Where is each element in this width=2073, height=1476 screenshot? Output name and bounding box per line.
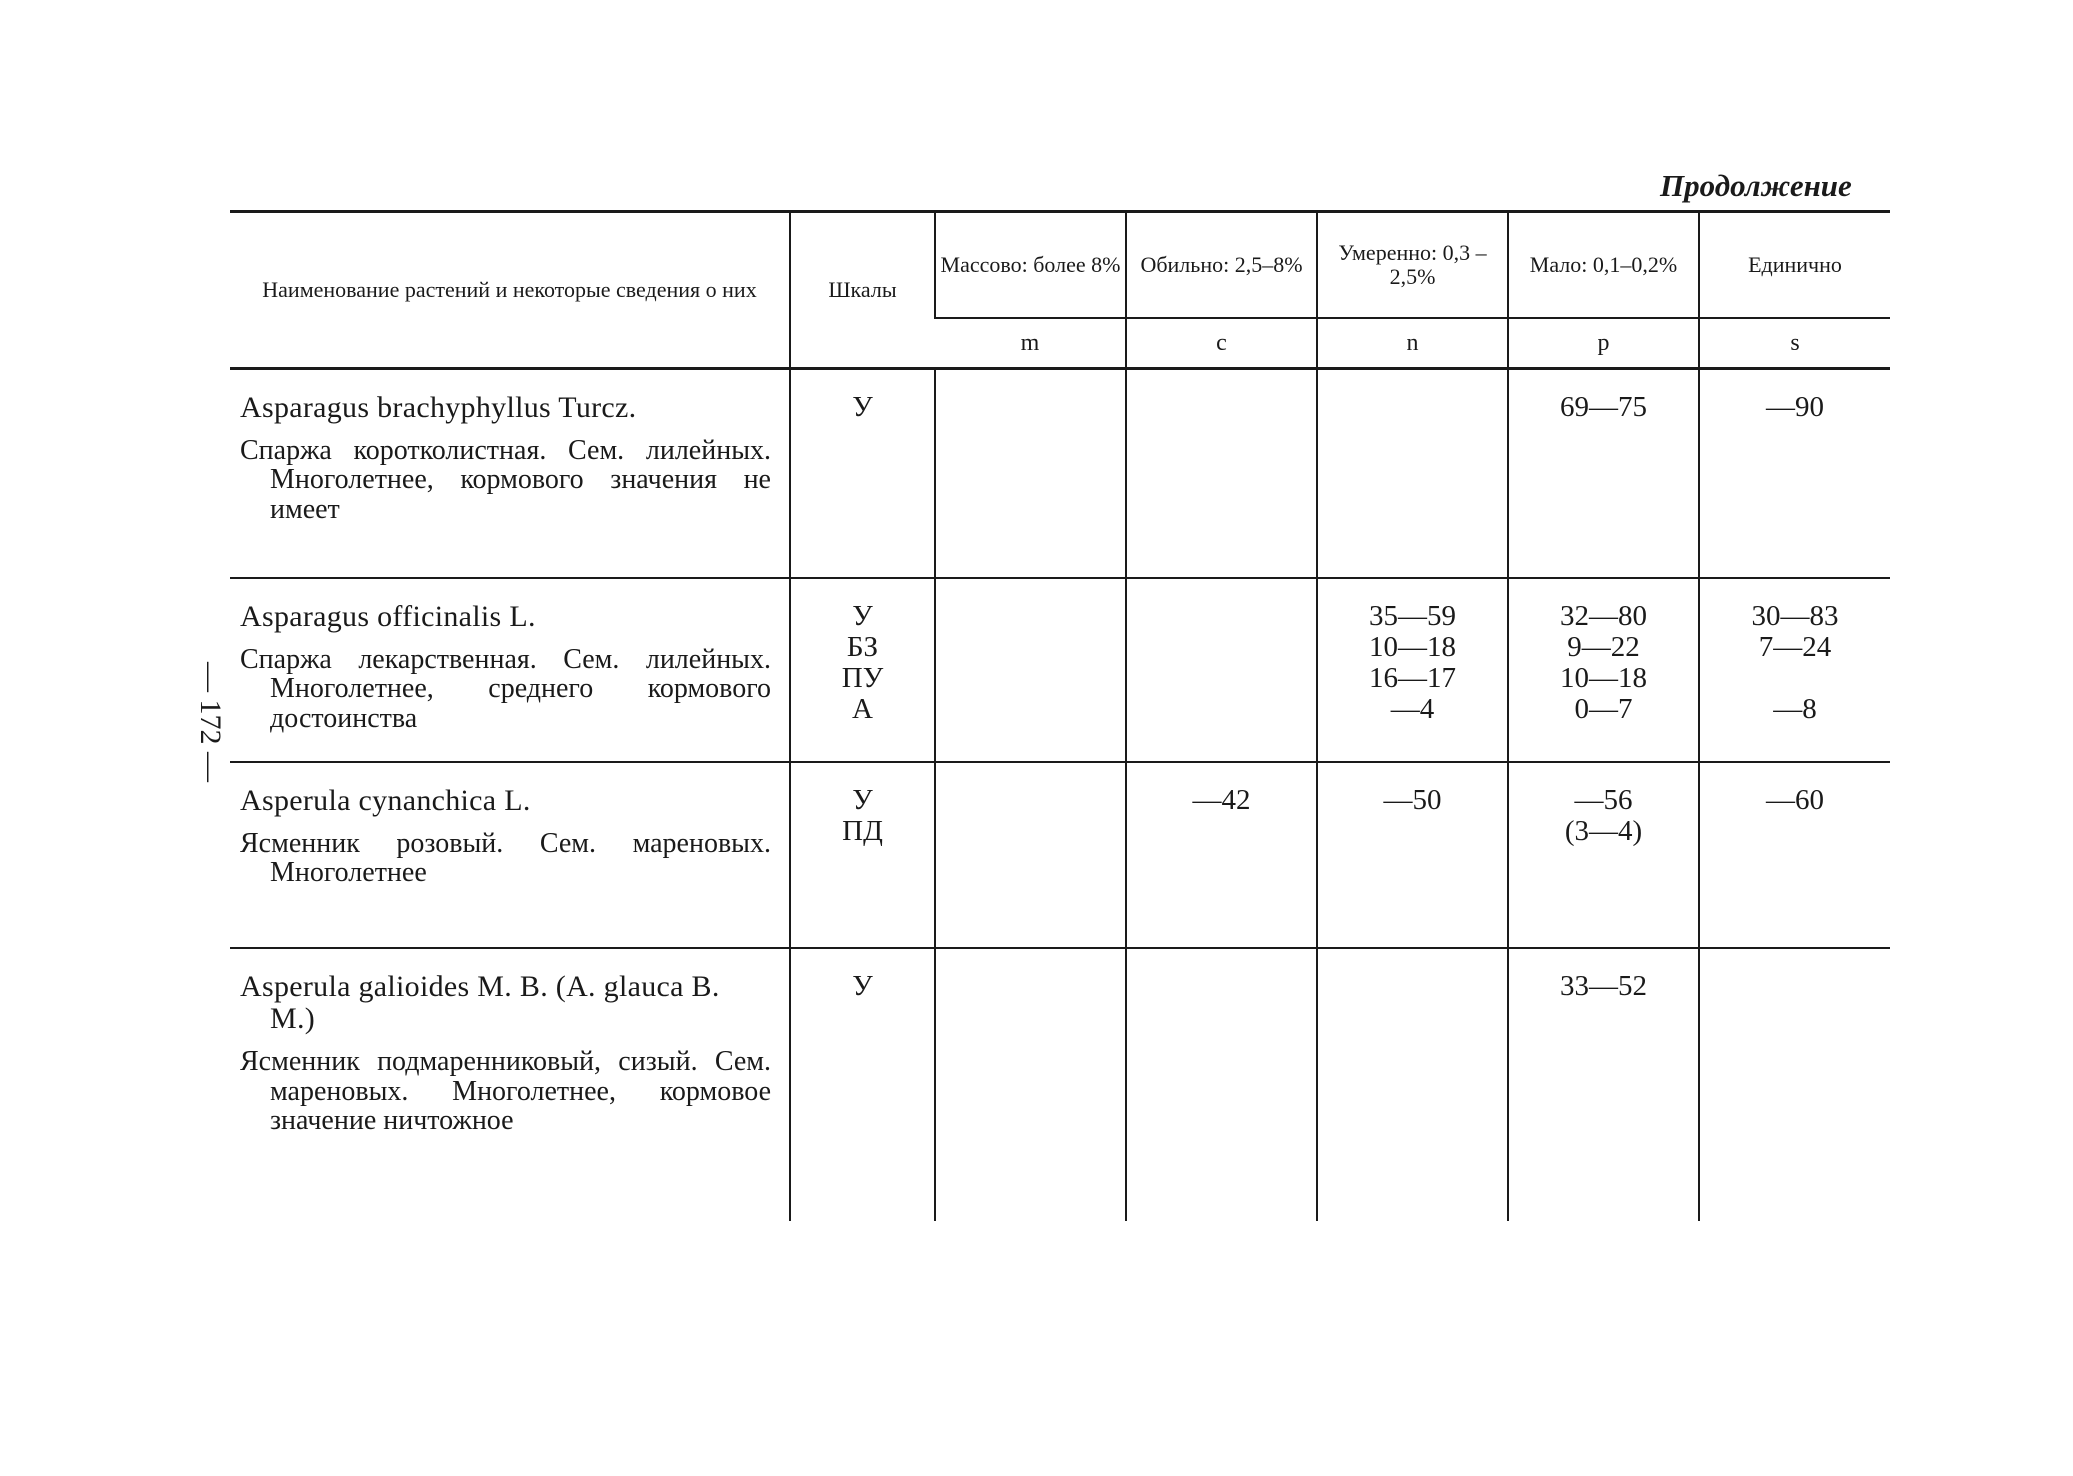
table-row (230, 948, 1890, 1221)
table-row (230, 369, 1890, 579)
value-c (1126, 948, 1317, 1221)
species-table (230, 210, 1890, 1221)
page-number: — 172 — (194, 662, 227, 782)
value-p: 33—52 (1508, 948, 1699, 1221)
scale-cell: У БЗ ПУ А (790, 578, 935, 762)
code-m: m (935, 318, 1126, 369)
value-c (1126, 578, 1317, 762)
plant-cell (230, 578, 790, 762)
plant-description: Спаржа лекарственная. Сем. лилейных. Многолетнее, среднего кормового достоинства (240, 644, 771, 734)
value-s: —60 (1699, 762, 1890, 948)
plant-cell (230, 369, 790, 579)
header-massovo: Массово: более 8% (935, 212, 1126, 319)
scale-cell: У (790, 369, 935, 579)
value-s (1699, 948, 1890, 1221)
latin-name: Asperula galioides M. B. (A. glauca B. M.) (240, 970, 720, 1036)
plant-cell (230, 762, 790, 948)
value-m (935, 762, 1126, 948)
header-malo: Мало: 0,1–0,2% (1508, 212, 1699, 319)
value-m (935, 948, 1126, 1221)
latin-name: Asparagus officinalis L. (240, 600, 536, 633)
value-c: —42 (1126, 762, 1317, 948)
plant-description: Ясменник подмаренниковый, сизый. Сем. мареновых. Многолетнее, кормовое значение ничтожное (240, 1046, 771, 1136)
value-c (1126, 369, 1317, 579)
code-p: p (1508, 318, 1699, 369)
value-n: —50 (1317, 762, 1508, 948)
header-obilno: Обильно: 2,5–8% (1126, 212, 1317, 319)
scale-cell: У ПД (790, 762, 935, 948)
plant-cell (230, 948, 790, 1221)
header-edinichno: Единично (1699, 212, 1890, 319)
plant-description: Спаржа коротколистная. Сем. лилейных. Многолетнее, кормового значения не имеет (240, 435, 771, 525)
code-s: s (1699, 318, 1890, 369)
header-umerenno: Умеренно: 0,3 –2,5% (1317, 212, 1508, 319)
value-m (935, 369, 1126, 579)
value-p: 32—80 9—22 10—18 0—7 (1508, 578, 1699, 762)
code-c: c (1126, 318, 1317, 369)
table-row (230, 578, 1890, 762)
plant-description: Ясменник розовый. Сем. мареновых. Многолетнее (240, 828, 771, 889)
header-name: Наименование растений и некоторые сведения о них (262, 277, 757, 302)
value-s: 30—83 7—24 —8 (1699, 578, 1890, 762)
value-n: 35—59 10—18 16—17 —4 (1317, 578, 1508, 762)
latin-name: Asperula cynanchica L. (240, 784, 531, 817)
scale-cell: У (790, 948, 935, 1221)
value-p: 69—75 (1508, 369, 1699, 579)
value-s: —90 (1699, 369, 1890, 579)
value-p: —56 (3—4) (1508, 762, 1699, 948)
table-row (230, 762, 1890, 948)
header-scale: Шкалы (790, 212, 935, 369)
value-n (1317, 369, 1508, 579)
value-n (1317, 948, 1508, 1221)
value-m (935, 578, 1126, 762)
latin-name: Asparagus brachyphyllus Turcz. (240, 391, 637, 424)
continuation-label: Продолжение (1660, 168, 1852, 203)
code-n: n (1317, 318, 1508, 369)
